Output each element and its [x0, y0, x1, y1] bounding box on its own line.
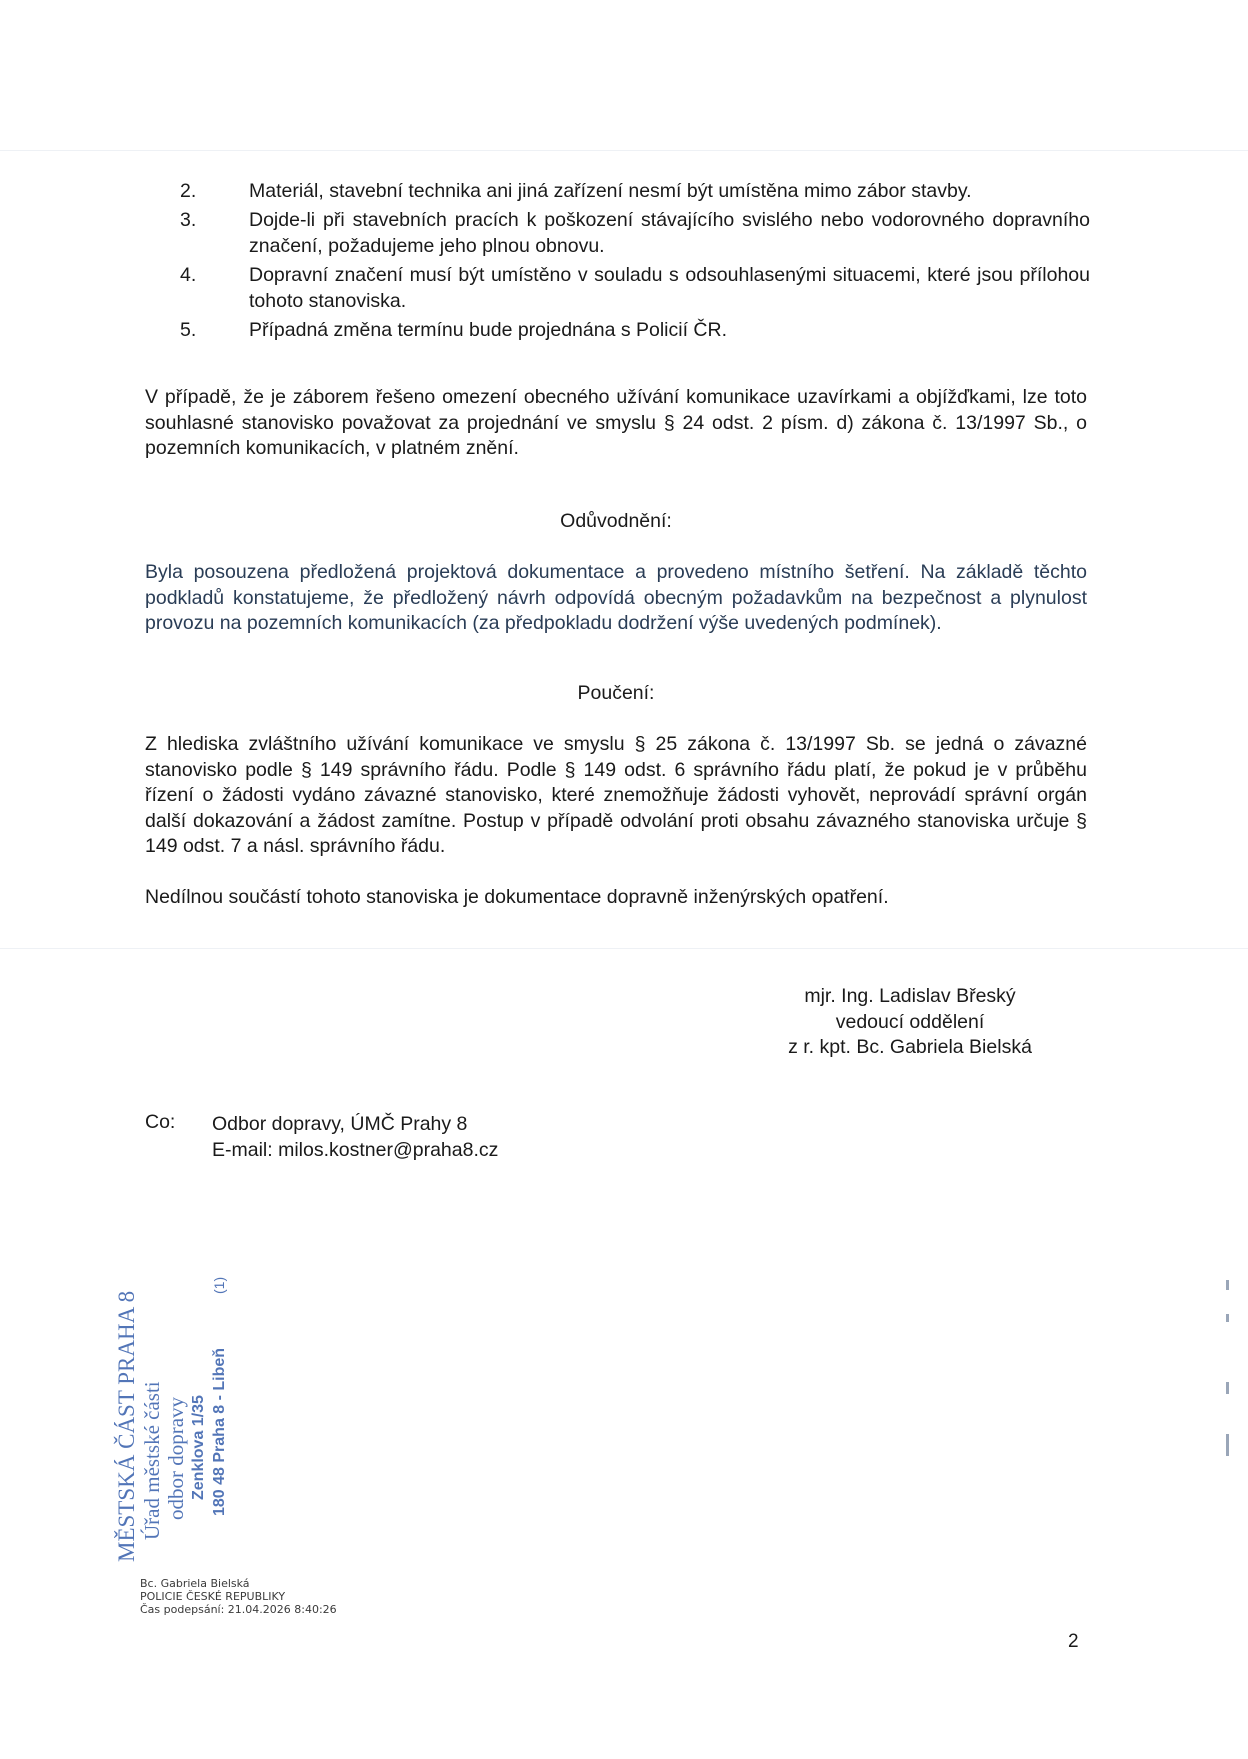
signed-on-behalf: z r. kpt. Bc. Gabriela Bielská [788, 1036, 1032, 1058]
stamp-line-municipality: MĚSTSKÁ ČÁST PRAHA 8 [114, 1290, 139, 1562]
justification-heading: Odůvodnění: [560, 510, 672, 532]
condition-item [180, 317, 1090, 343]
condition-number: 2. [180, 180, 197, 202]
stamp-line-street: Zenklova 1/35 [190, 1395, 207, 1500]
copy-recipients [212, 1111, 498, 1163]
office-stamp-graphic [110, 1250, 240, 1570]
condition-item [180, 262, 1090, 314]
esign-time: Čas podepsání: 21.04.2026 8:40:26 [140, 1603, 337, 1616]
stamp-mark: (1) [211, 1276, 227, 1294]
condition-text: Dojde-li při stavebních pracích k poškození stávajícího svislého nebo vodorovného dopravního značení, požadujeme jeho plnou obnovu. [249, 209, 1090, 257]
condition-text: Případná změna termínu bude projednána s Policií ČR. [249, 319, 728, 341]
condition-number: 5. [180, 319, 197, 341]
office-stamp [110, 1250, 240, 1570]
justification-text: Byla posouzena předložená projektová dokumentace a provedeno místního šetření. Na základě těchto podkladů konstatujeme, že předložený návrh odpovídá obecným požadavkům na bezpečnost a plynulost provozu na pozemních komunikacích (za předpokladu dodržení výše uvedených podmínek). [145, 561, 1087, 634]
scan-edge-marks [1226, 1280, 1232, 1456]
condition-number: 3. [180, 209, 197, 231]
condition-text: Materiál, stavební technika ani jiná zařízení nesmí být umístěna mimo zábor stavby. [249, 180, 972, 202]
signer-role: vedoucí oddělení [835, 1010, 985, 1033]
electronic-signature [140, 1577, 337, 1616]
stamp-line-department: odbor dopravy [164, 1396, 188, 1520]
copy-email: E-mail: milos.kostner@praha8.cz [212, 1139, 499, 1161]
stamp-line-city: 180 48 Praha 8 - Libeň [211, 1347, 228, 1516]
scan-line [0, 150, 1248, 151]
signature-block [720, 984, 1100, 1061]
copy-recipient: Odbor dopravy, ÚMČ Prahy 8 [212, 1113, 468, 1135]
conditions-list [180, 178, 1090, 346]
copy-label: Co: [145, 1111, 176, 1133]
condition-number: 4. [180, 264, 197, 286]
condition-text: Dopravní značení musí být umístěno v souladu s odsouhlasenými situacemi, které jsou přílohou tohoto stanoviska. [249, 264, 1090, 312]
scan-line [0, 948, 1248, 949]
closure-paragraph: V případě, že je záborem řešeno omezení obecného užívání komunikace uzavírkami a objížďkami, lze toto souhlasné stanovisko považovat za projednání ve smyslu § 24 odst. 2 písm. d) zákona č. 13/1997 Sb., o pozemních komunikacích, v platném znění. [145, 386, 1087, 459]
esign-organization: POLICIE ČESKÉ REPUBLIKY [140, 1590, 286, 1603]
page-number: 2 [1068, 1631, 1079, 1652]
condition-item [180, 178, 1090, 204]
signer-name: mjr. Ing. Ladislav Břeský [804, 985, 1016, 1007]
attachment-note: Nedílnou součástí tohoto stanoviska je dokumentace dopravně inženýrských opatření. [145, 886, 889, 908]
esign-name: Bc. Gabriela Bielská [140, 1577, 250, 1590]
instruction-text: Z hlediska zvláštního užívání komunikace ve smyslu § 25 zákona č. 13/1997 Sb. se jedná o závazné stanovisko podle § 149 správního řádu. Podle § 149 odst. 6 správního řádu platí, že pokud je v průběhu řízení o žádosti vydáno závazné stanovisko, které znemožňuje žádosti vyhovět, neprovádí správní orgán další dokazování a žádost zamítne. Postup v případě odvolání proti obsahu závazného stanoviska určuje § 149 odst. 7 a násl. správního řádu. [145, 733, 1087, 857]
condition-item [180, 207, 1090, 259]
instruction-heading: Poučení: [577, 682, 655, 704]
stamp-line-office: Úřad městské části [140, 1381, 164, 1540]
